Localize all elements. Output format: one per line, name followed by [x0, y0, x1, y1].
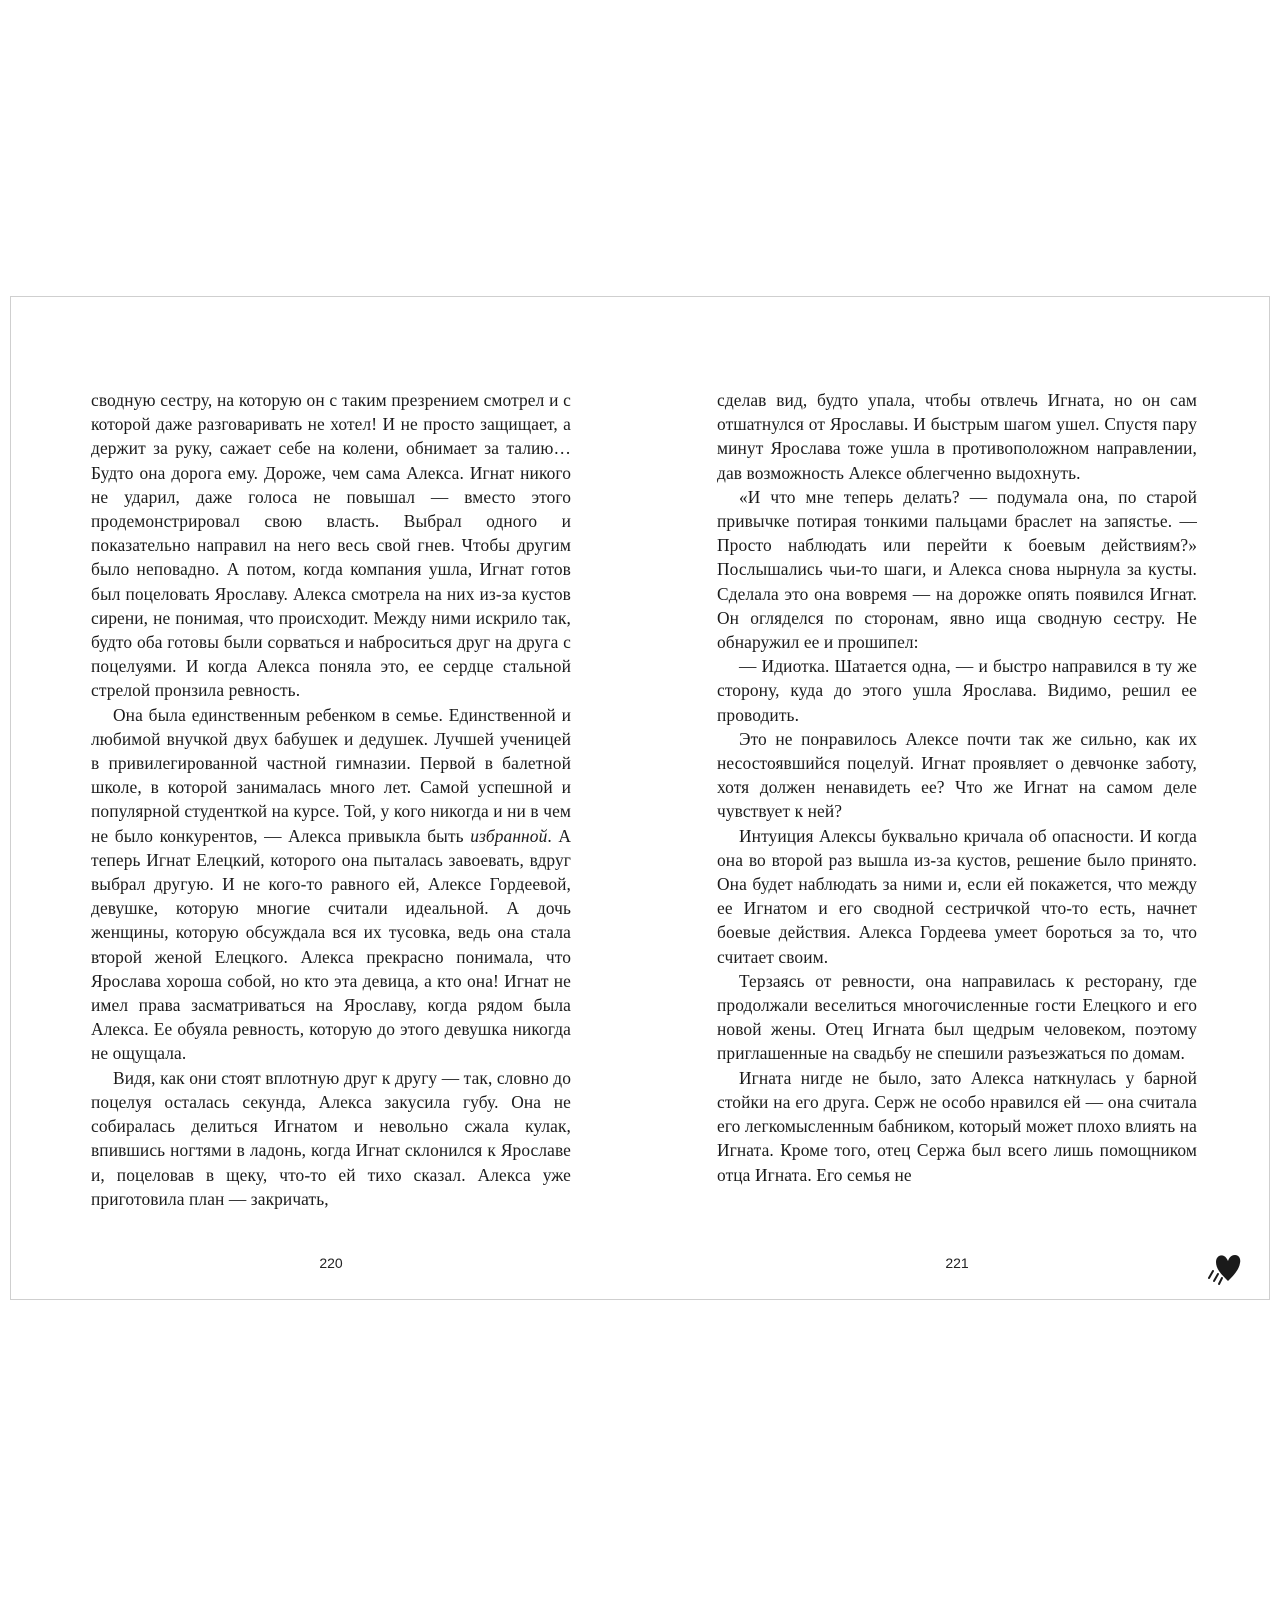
text-run: сводную сестру, на которую он с таким презрением смотрел и с которой даже разговаривать не хотел! И не просто защищает, а держит за руку, сажает себе на колени, обнимает за талию… Будто она дорога ему. Дороже, чем сама Алекса. Игнат никого не ударил, даже голоса не повышал — вместо этого продемонстрировал свою власть. Выбрал одного и показательно направил на него весь свой гнев. Чтобы другим было неповадно. А потом, когда компания ушла, Игнат готов был поцеловать Ярославу. Алекса смотрела на них из-за кустов сирени, не понимая, что происходит. Между ними искрило так, будто оба готовы были сорваться и наброситься друг на друга с поцелуями. И когда Алекса поняла это, ее сердце стальной стрелой пронзила ревность. — [91, 390, 571, 701]
right-page-text — [717, 388, 1197, 1308]
book-spread — [10, 296, 1270, 1300]
italic-text: избранной — [470, 825, 548, 846]
text-run: Игната нигде не было, зато Алекса наткнулась у барной стойки на его друга. Серж не особо нравился ей — она считала его легкомысленным бабником, который может плохо влиять на Игната. Кроме того, отец Сержа был всего лишь помощником отца Игната. Его семья не — [717, 1067, 1197, 1185]
paragraph — [717, 824, 1197, 969]
paragraph — [717, 969, 1197, 1066]
text-run: сделав вид, будто упала, чтобы отвлечь Игната, но он сам отшатнулся от Ярославы. И быстрым шагом ушел. Спустя пару минут Ярослава тоже ушла в противоположном направлении, дав возможность Алексе облегченно выдохнуть. — [717, 390, 1197, 483]
heart-icon — [1201, 1247, 1247, 1287]
text-run: Она была единственным ребенком в семье. Единственной и любимой внучкой двух бабушек и дедушек. Лучшей ученицей в привилегированной частной гимназии. Первой в балетной школе, в которой занималась много лет. Самой успешной и популярной студенткой на курсе. Той, у кого никогда и ни в чем не было конкурентов, — Алекса привыкла быть — [91, 704, 571, 846]
paragraph — [717, 654, 1197, 727]
paragraph — [717, 727, 1197, 824]
page-number-right: 221 — [945, 1255, 969, 1271]
text-run: Это не понравилось Алексе почти так же сильно, как их несостоявшийся поцелуй. Игнат проявляет о девчонке заботу, хотя должен ненавидеть ее? Что же Игнат на самом деле чувствует к ней? — [717, 728, 1197, 822]
paragraph — [91, 388, 571, 703]
text-run: . А теперь Игнат Елецкий, которого она пыталась завоевать, вдруг выбрал другую. И не кого-то равного ей, Алексе Гордеевой, девушке, которую многие считали идеальной. А дочь женщины, которую обсуждала вся их тусовка, ведь она стала второй женой Елецкого. Алекса прекрасно понимала, что Ярослава хороша собой, но кто эта девица, а кто она! Игнат не имел права засматриваться на Ярославу, когда рядом была Алекса. Ее обуяла ревность, которую до этого девушка никогда не ощущала. — [91, 825, 571, 1064]
text-run: — Идиотка. Шатается одна, — и быстро направился в ту же сторону, куда до этого ушла Ярослава. Видимо, решил ее проводить. — [717, 656, 1197, 725]
paragraph — [717, 388, 1197, 485]
paragraph — [717, 1066, 1197, 1187]
paragraph — [91, 703, 571, 1066]
paragraph — [91, 1066, 571, 1211]
page-number-left: 220 — [319, 1255, 343, 1271]
text-run: Видя, как они стоят вплотную друг к другу — так, словно до поцелуя осталась секунда, Алекса закусила губу. Она не собиралась делиться Игнатом и невольно сжала кулак, впившись ногтями в ладонь, когда Игнат склонился к Ярославе и, поцеловав в щеку, что-то ей тихо сказал. Алекса уже приготовила план — закричать, — [91, 1067, 571, 1209]
text-run: Терзаясь от ревности, она направилась к ресторану, где продолжали веселиться многочисленные гости Елецкого и его новой жены. Отец Игната был щедрым человеком, поэтому приглашенные на свадьбу не спешили разъезжаться по домам. — [717, 970, 1197, 1064]
left-page-text — [91, 388, 571, 1308]
text-run: «И что мне теперь делать? — подумала она, по старой привычке потирая тонкими пальцами браслет на запястье. — Просто наблюдать или перейти к боевым действиям?» Послышались чьи-то шаги, и Алекса снова нырнула за кусты. Сделала это она вовремя — на дорожке опять появился Игнат. Он огляделся по сторонам, явно ища сводную сестру. Не обнаружил ее и прошипел: — [717, 486, 1197, 653]
paragraph — [717, 485, 1197, 654]
text-run: Интуиция Алексы буквально кричала об опасности. И когда она во второй раз вышла из-за кустов, решение было принято. Она будет наблюдать за ними и, если ей покажется, что между ее Игнатом и его сводной сестричкой что-то есть, начнет боевые действия. Алекса Гордеева умеет бороться за то, что считает своим. — [717, 825, 1197, 967]
